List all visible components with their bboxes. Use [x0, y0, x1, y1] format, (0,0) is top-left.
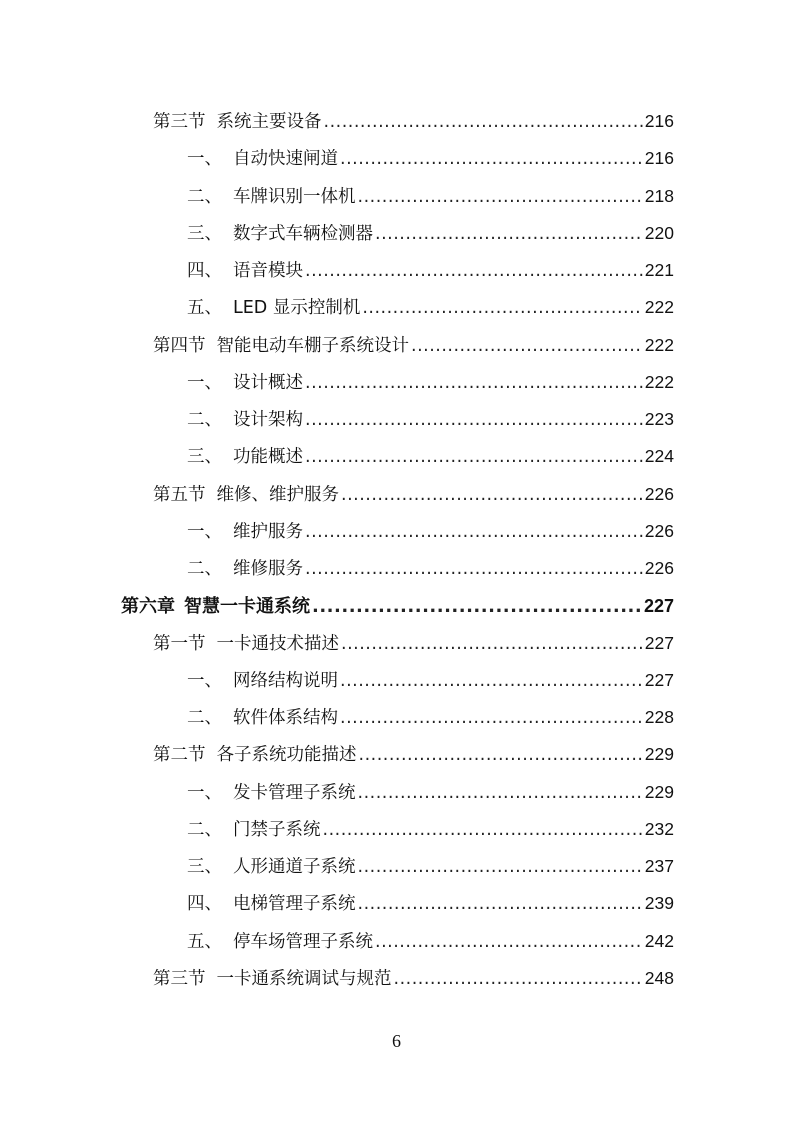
toc-entry-title: 维修、维护服务 [216, 484, 339, 505]
toc-entry-page: 223 [644, 409, 674, 429]
toc-entry-number: 一、 [187, 149, 222, 170]
toc-entry-page: 226 [644, 558, 674, 578]
toc-entry-page: 229 [644, 744, 674, 765]
toc-entry-page: 226 [644, 520, 674, 541]
toc-entry-row [187, 183, 674, 208]
toc-dot-leader [305, 410, 643, 430]
toc-entry-row [187, 890, 674, 915]
toc-entry-title: 电梯管理子系统 [233, 894, 356, 915]
toc-entry-title: 数字式车辆检测器 [233, 223, 373, 244]
toc-entry-number: 二、 [187, 410, 222, 430]
toc-entry-number: 三、 [187, 857, 222, 877]
toc-entry-number: 二、 [187, 708, 222, 728]
toc-entry-page: 218 [644, 185, 674, 206]
toc-entry-row [187, 555, 674, 580]
toc-entry-title: 智能电动车棚子系统设计 [216, 335, 409, 356]
toc-subsection-entry[interactable] [0, 809, 793, 846]
toc-dot-leader [358, 894, 643, 914]
toc-subsection-entry[interactable] [0, 660, 793, 697]
toc-dot-leader [305, 447, 643, 467]
toc-entry-row [187, 853, 674, 878]
toc-entry-row [187, 220, 674, 245]
toc-entry-title: 人形通道子系统 [233, 857, 356, 877]
toc-entry-page: 227 [643, 596, 674, 617]
toc-entry-row [187, 667, 674, 692]
toc-subsection-entry[interactable] [0, 399, 793, 436]
toc-entry-number: 五、 [187, 298, 222, 319]
toc-subsection-entry[interactable] [0, 883, 793, 920]
toc-entry-title: LED 显示控制机 [233, 298, 361, 319]
toc-entry-page: 227 [644, 632, 674, 653]
toc-entry-page: 221 [644, 260, 674, 280]
toc-entry-title: 门禁子系统 [233, 819, 321, 840]
toc-subsection-entry[interactable] [0, 213, 793, 250]
toc-entry-title: 语音模块 [233, 261, 303, 281]
toc-subsection-entry[interactable] [0, 287, 793, 324]
toc-dot-leader [323, 820, 643, 840]
toc-dot-leader [340, 671, 643, 691]
toc-entry-number: 五、 [187, 931, 222, 952]
toc-entry-row [121, 592, 674, 618]
toc-entry-title: 功能概述 [233, 447, 303, 468]
toc-entry-title: 智慧一卡通系统 [184, 596, 310, 618]
toc-entry-page: 227 [644, 669, 674, 690]
toc-dot-leader [358, 857, 643, 877]
toc-entry-title: 网络结构说明 [233, 670, 338, 691]
toc-entry-number: 四、 [187, 894, 222, 915]
toc-entry-row [153, 741, 674, 766]
toc-subsection-entry[interactable] [0, 548, 793, 585]
toc-dot-leader [305, 261, 643, 281]
toc-entry-row [187, 518, 674, 543]
toc-subsection-entry[interactable] [0, 138, 793, 175]
toc-entry-row [187, 406, 674, 431]
toc-entry-row [187, 443, 674, 468]
toc-entry-page: 222 [644, 297, 674, 318]
toc-section-entry[interactable] [0, 474, 793, 511]
toc-entry-title: 自动快速闸道 [233, 149, 338, 170]
toc-entry-page: 222 [644, 371, 674, 392]
toc-entry-page: 222 [644, 334, 674, 355]
toc-entry-number: 第三节 [153, 112, 206, 132]
toc-subsection-entry[interactable] [0, 176, 793, 213]
toc-entry-number: 二、 [187, 819, 222, 840]
toc-entry-number: 第一节 [153, 633, 206, 654]
toc-subsection-entry[interactable] [0, 362, 793, 399]
toc-entry-title: 维修服务 [233, 559, 303, 579]
toc-section-entry[interactable] [0, 958, 793, 995]
toc-entry-title: 软件体系结构 [233, 708, 338, 728]
toc-dot-leader [341, 485, 643, 505]
toc-dot-leader [411, 336, 643, 356]
toc-entry-page: 224 [644, 446, 674, 467]
toc-dot-leader [340, 149, 643, 169]
page-number: 6 [392, 1031, 401, 1051]
toc-entry-row [187, 294, 674, 319]
toc-entry-number: 四、 [187, 261, 222, 281]
toc-entry-row [153, 481, 674, 506]
toc-chapter-entry[interactable] [0, 585, 793, 622]
toc-entry-title: 各子系统功能描述 [216, 745, 357, 766]
toc-section-entry[interactable] [0, 623, 793, 660]
toc-dot-leader [358, 187, 643, 207]
toc-entry-page: 228 [644, 707, 674, 727]
toc-dot-leader [312, 596, 642, 617]
toc-entry-page: 237 [644, 856, 674, 876]
toc-entry-title: 一卡通技术描述 [216, 633, 339, 654]
toc-entry-row [187, 816, 674, 841]
toc-entry-row [187, 257, 674, 282]
toc-entry-row [187, 928, 674, 953]
toc-entry-row [153, 965, 674, 990]
toc-dot-leader [305, 559, 643, 579]
toc-dot-leader [375, 932, 643, 952]
toc-entry-title: 设计概述 [233, 372, 303, 393]
toc-entry-number: 一、 [187, 521, 222, 542]
toc-entry-page: 242 [644, 930, 674, 951]
toc-entry-title: 车牌识别一体机 [233, 186, 356, 207]
toc-entry-number: 第六章 [121, 596, 175, 618]
toc-subsection-entry[interactable] [0, 511, 793, 548]
toc-dot-leader [394, 969, 643, 989]
toc-subsection-entry[interactable] [0, 250, 793, 287]
toc-dot-leader [341, 634, 643, 654]
table-of-contents [0, 101, 793, 995]
toc-entry-number: 第三节 [153, 968, 206, 989]
toc-entry-number: 二、 [187, 559, 222, 579]
toc-entry-title: 一卡通系统调试与规范 [216, 968, 392, 989]
toc-dot-leader [358, 783, 643, 803]
toc-entry-row [187, 779, 674, 804]
toc-entry-number: 第五节 [153, 484, 206, 505]
toc-subsection-entry[interactable] [0, 921, 793, 958]
toc-subsection-entry[interactable] [0, 846, 793, 883]
toc-entry-page: 232 [644, 818, 674, 839]
toc-entry-number: 第二节 [153, 745, 206, 766]
toc-subsection-entry[interactable] [0, 697, 793, 734]
toc-section-entry[interactable] [0, 101, 793, 138]
toc-entry-row [153, 332, 674, 357]
toc-entry-number: 一、 [187, 782, 222, 803]
toc-dot-leader [305, 373, 643, 393]
toc-entry-row [153, 108, 674, 133]
toc-dot-leader [340, 708, 643, 728]
toc-subsection-entry[interactable] [0, 436, 793, 473]
toc-section-entry[interactable] [0, 325, 793, 362]
toc-section-entry[interactable] [0, 734, 793, 771]
toc-dot-leader [375, 224, 643, 244]
toc-entry-title: 维护服务 [233, 521, 303, 542]
toc-entry-row [187, 145, 674, 170]
toc-entry-number: 三、 [187, 447, 222, 468]
toc-dot-leader [359, 745, 643, 765]
toc-entry-number: 二、 [187, 186, 222, 207]
toc-entry-page: 226 [644, 483, 674, 504]
toc-dot-leader [362, 298, 642, 318]
toc-entry-number: 第四节 [153, 335, 206, 356]
toc-subsection-entry[interactable] [0, 772, 793, 809]
toc-entry-title: 设计架构 [233, 410, 303, 430]
toc-entry-page: 216 [644, 111, 674, 131]
toc-entry-page: 239 [644, 893, 674, 914]
toc-entry-number: 一、 [187, 372, 222, 393]
toc-entry-row [187, 704, 674, 729]
toc-dot-leader [324, 112, 643, 132]
toc-entry-row [187, 369, 674, 394]
toc-entry-page: 229 [644, 781, 674, 802]
toc-entry-title: 停车场管理子系统 [233, 931, 373, 952]
toc-entry-number: 三、 [187, 223, 222, 244]
toc-entry-row [153, 630, 674, 655]
toc-entry-page: 216 [644, 148, 674, 169]
toc-entry-page: 220 [644, 222, 674, 243]
toc-entry-title: 系统主要设备 [216, 112, 322, 132]
toc-dot-leader [305, 522, 643, 542]
toc-entry-number: 一、 [187, 670, 222, 691]
toc-entry-title: 发卡管理子系统 [233, 782, 356, 803]
toc-entry-page: 248 [644, 967, 674, 988]
